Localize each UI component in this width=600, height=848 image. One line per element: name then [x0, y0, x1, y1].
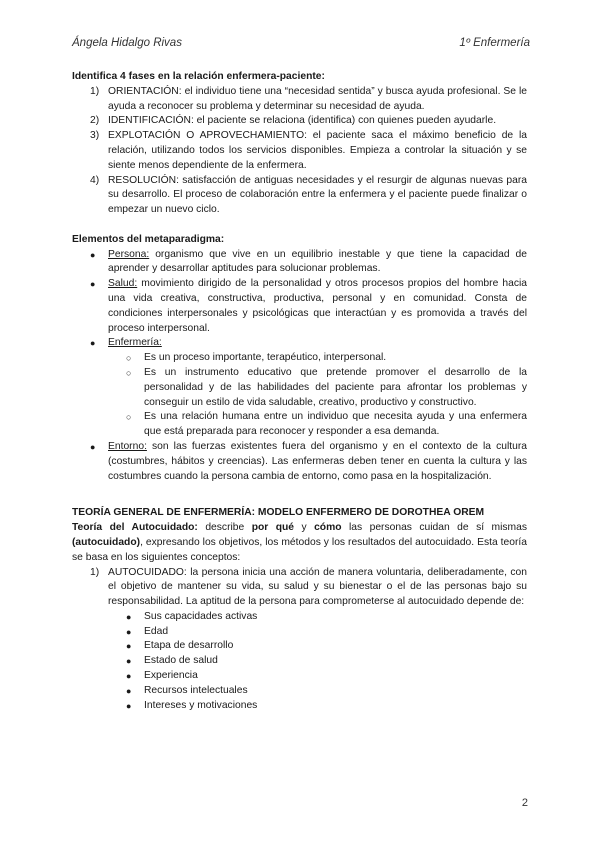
orem-concepts-list: [72, 566, 527, 714]
bullet-icon: ●: [126, 656, 132, 667]
metaparadigm-item-entorno: ● Entorno: son las fuerzas existentes fuera del organismo y en el contexto de la cultura (costumbres, hábitos y creencias). Las enfermeras deben tener en cuenta la cultura y las costumbres cuando la persona cambia de entorno, como pasa en la hospitalización.: [90, 440, 527, 482]
bullet-icon: ●: [126, 611, 132, 622]
bullet-icon: ●: [126, 626, 132, 637]
circle-bullet-icon: ○: [126, 353, 132, 364]
bullet-icon: ●: [90, 441, 96, 452]
header-course: 1º Enfermería: [459, 37, 530, 49]
list-item: ● Intereses y motivaciones: [108, 699, 527, 714]
phase-item: 4) RESOLUCIÓN: satisfacción de antiguas necesidades y el resurgir de algunas nuevas para su desarrollo. El proceso de colaboración entre la enfermera y el paciente puede finalizar o empezar un nuevo ciclo.: [90, 174, 527, 216]
term-salud: Salud:: [108, 278, 138, 290]
bullet-icon: ●: [90, 338, 96, 349]
list-item: ● Sus capacidades activas: [108, 610, 527, 625]
list-item: ● Edad: [108, 625, 527, 640]
bullet-icon: ●: [126, 671, 132, 682]
autocuidado-factors-list: [108, 610, 527, 714]
list-item: ● Recursos intelectuales: [108, 684, 527, 699]
list-item: ○ Es una relación humana entre un individuo que necesita ayuda y una enfermera que está preparada para reconocer y responder a esa demanda.: [126, 411, 527, 438]
list-item: ○ Es un instrumento educativo que pretende promover el desarrollo de la personalidad y de las habilidades del paciente para afrontar los problemas y conseguir un estilo de vida saludable, creativo, productivo y constructivo.: [126, 366, 527, 408]
orem-intro: Teoría del Autocuidado: describe por qué y cómo las personas cuidan de sí mismas (autocuidado), expresando los objetivos, los métodos y los resultados del autocuidado. Esta teoría se basa en los siguientes conceptos:: [72, 522, 527, 563]
metaparadigm-title: Elementos del metaparadigma:: [72, 233, 225, 245]
phase-item: 2) IDENTIFICACIÓN: el paciente se relaciona (identifica) con quienes pueden ayudarle.: [90, 115, 497, 127]
circle-bullet-icon: ○: [126, 412, 132, 423]
header-author: Ángela Hidalgo Rivas: [72, 37, 182, 49]
list-item: ○ Es un proceso importante, terapéutico, interpersonal.: [108, 351, 527, 366]
list-item: ● Etapa de desarrollo: [108, 639, 527, 654]
orem-title: TEORÍA GENERAL DE ENFERMERÍA: MODELO ENFERMERO DE DOROTHEA OREM: [72, 507, 485, 519]
metaparadigm-item-persona: ● Persona: organismo que vive en un equilibrio inestable y que tiene la capacidad de aprender y desarrollar aptitudes para solucionar problemas.: [90, 248, 527, 275]
bullet-icon: ●: [126, 641, 132, 652]
enfermeria-sublist: [108, 351, 527, 440]
metaparadigm-item-enfermeria: [72, 336, 527, 440]
term-entorno: Entorno:: [108, 440, 147, 452]
page-content: [72, 70, 527, 713]
phase-item: 1) ORIENTACIÓN: el individuo tiene una “necesidad sentida” y busca ayuda profesional. Se le ayuda a reconocer su problema y determinar su necesidad de ayuda.: [90, 85, 527, 112]
term-persona: Persona:: [108, 248, 150, 260]
phase-item: 3) EXPLOTACIÓN O APROVECHAMIENTO: el paciente saca el máximo beneficio de la relación, utilizando todos los servicios disponibles. Empieza a controlar la situación y se siente menos dependiente de la enfermera.: [90, 130, 527, 171]
metaparadigm-item-salud: ● Salud: movimiento dirigido de la personalidad y otros procesos propios del hombre hacia una vida creativa, constructiva, productiva, personal y en comunidad. Consta de condiciones interpersonales y psicológicas que interactúan y es promovida a través del proceso interpersonal.: [90, 278, 527, 334]
page-number: 2: [521, 797, 528, 809]
bullet-icon: ●: [90, 249, 96, 260]
bullet-icon: ●: [90, 279, 96, 290]
circle-bullet-icon: ○: [126, 367, 132, 378]
list-item: ● Estado de salud: [108, 654, 527, 669]
metaparadigm-list: [72, 248, 527, 485]
phases-title: Identifica 4 fases en la relación enfermera-paciente:: [72, 71, 325, 82]
orem-item-autocuidado: 1) AUTOCUIDADO: la persona inicia una acción de manera voluntaria, deliberadamente, con el objetivo de mantener su vida, su salud y su bienestar o el de las personas bajo su responsabilidad. La aptitud de la persona para comprometerse al autocuidado depende de: ● Sus capacidades activas ● Edad ● Etapa de desarrollo ● Estado de salud ● Experiencia ● Recursos intelectuales ● Intereses y motivaciones: [72, 566, 527, 714]
bullet-icon: ●: [126, 685, 132, 696]
list-item: ● Experiencia: [108, 669, 527, 684]
term-enfermeria: Enfermería:: [108, 337, 162, 349]
phases-list: [72, 85, 527, 218]
bullet-icon: ●: [126, 700, 132, 711]
